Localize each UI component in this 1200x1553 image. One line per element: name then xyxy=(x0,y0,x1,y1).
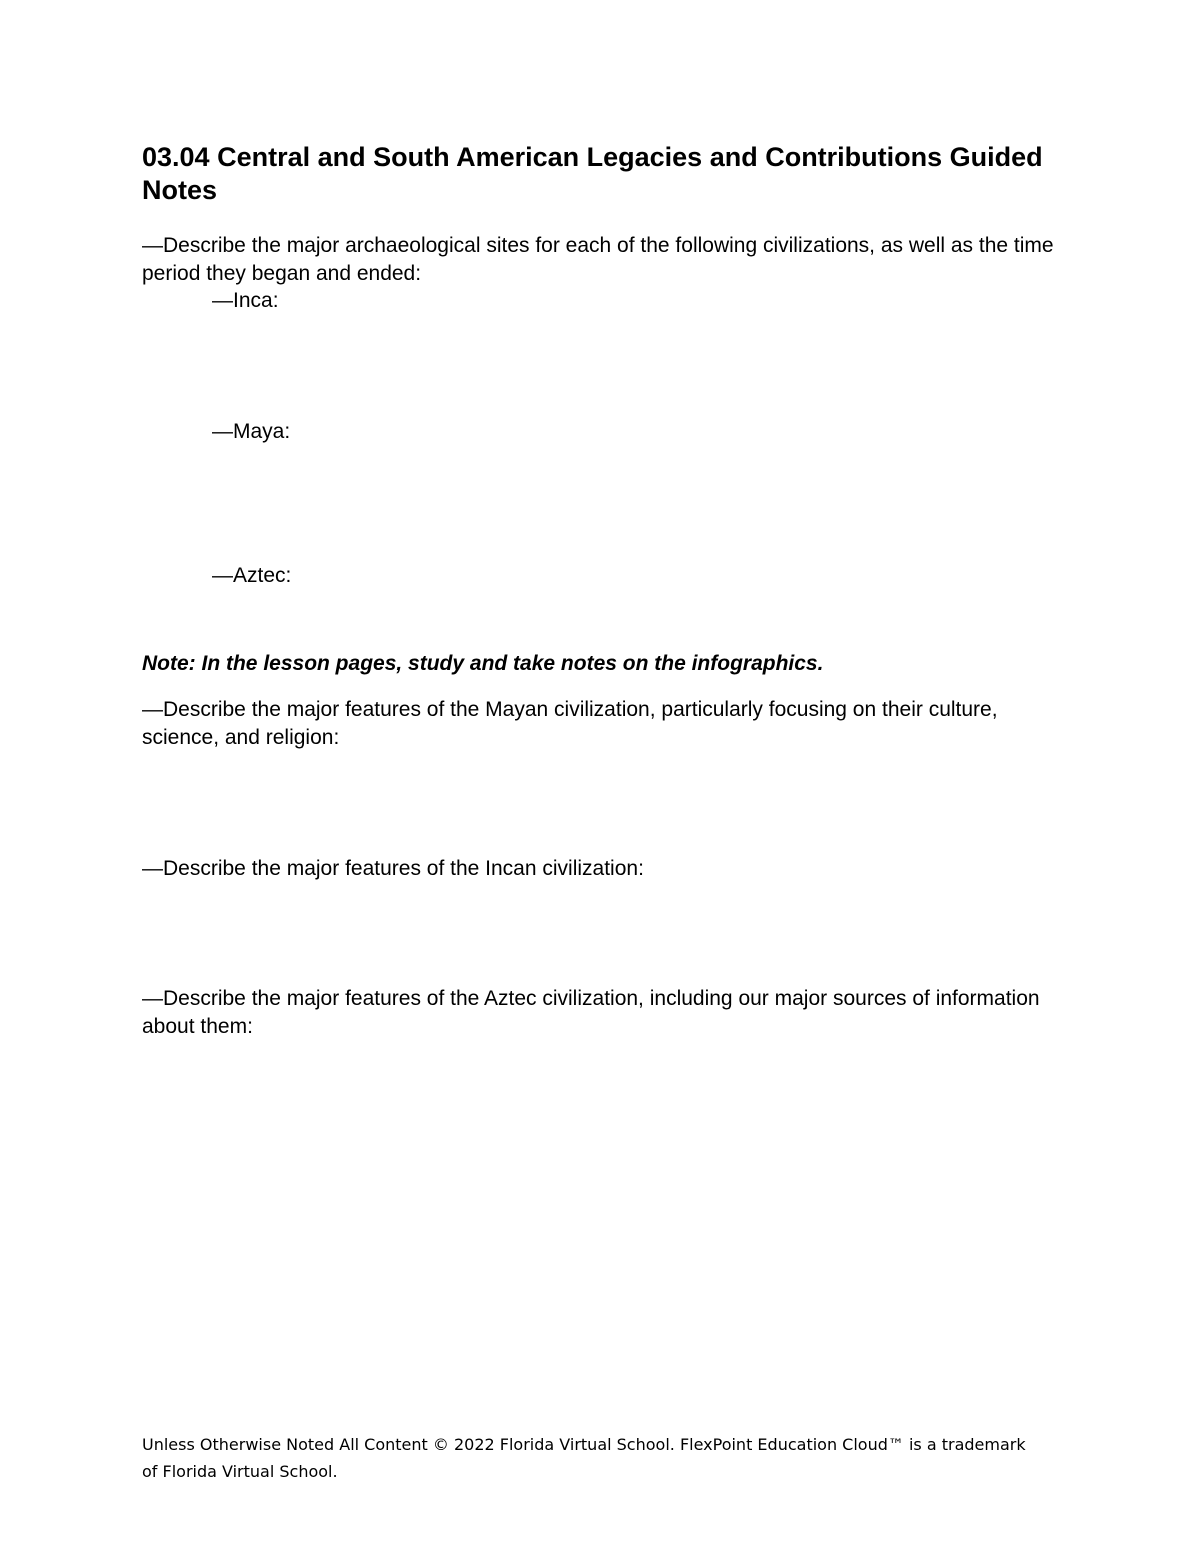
prompt-mayan-features: —Describe the major features of the Mayan civilization, particularly focusing on their culture, science, and religion: xyxy=(142,698,998,749)
page-title: 03.04 Central and South American Legacies and Contributions Guided Notes xyxy=(142,142,1043,205)
study-note: Note: In the lesson pages, study and take notes on the infographics. xyxy=(142,652,824,675)
label-inca: —Inca: xyxy=(212,289,279,312)
footer-copyright: Unless Otherwise Noted All Content © 2022 Florida Virtual School. FlexPoint Education Cloud™ is a trademark of Florida Virtual School. xyxy=(142,1435,1026,1481)
label-aztec: —Aztec: xyxy=(212,564,292,587)
label-maya: —Maya: xyxy=(212,420,291,443)
prompt-aztec-features: —Describe the major features of the Aztec civilization, including our major sources of information about them: xyxy=(142,987,1040,1038)
prompt-archaeological-sites: —Describe the major archaeological sites for each of the following civilizations, as well as the time period they began and ended: xyxy=(142,234,1054,285)
prompt-incan-features: —Describe the major features of the Incan civilization: xyxy=(142,857,644,880)
